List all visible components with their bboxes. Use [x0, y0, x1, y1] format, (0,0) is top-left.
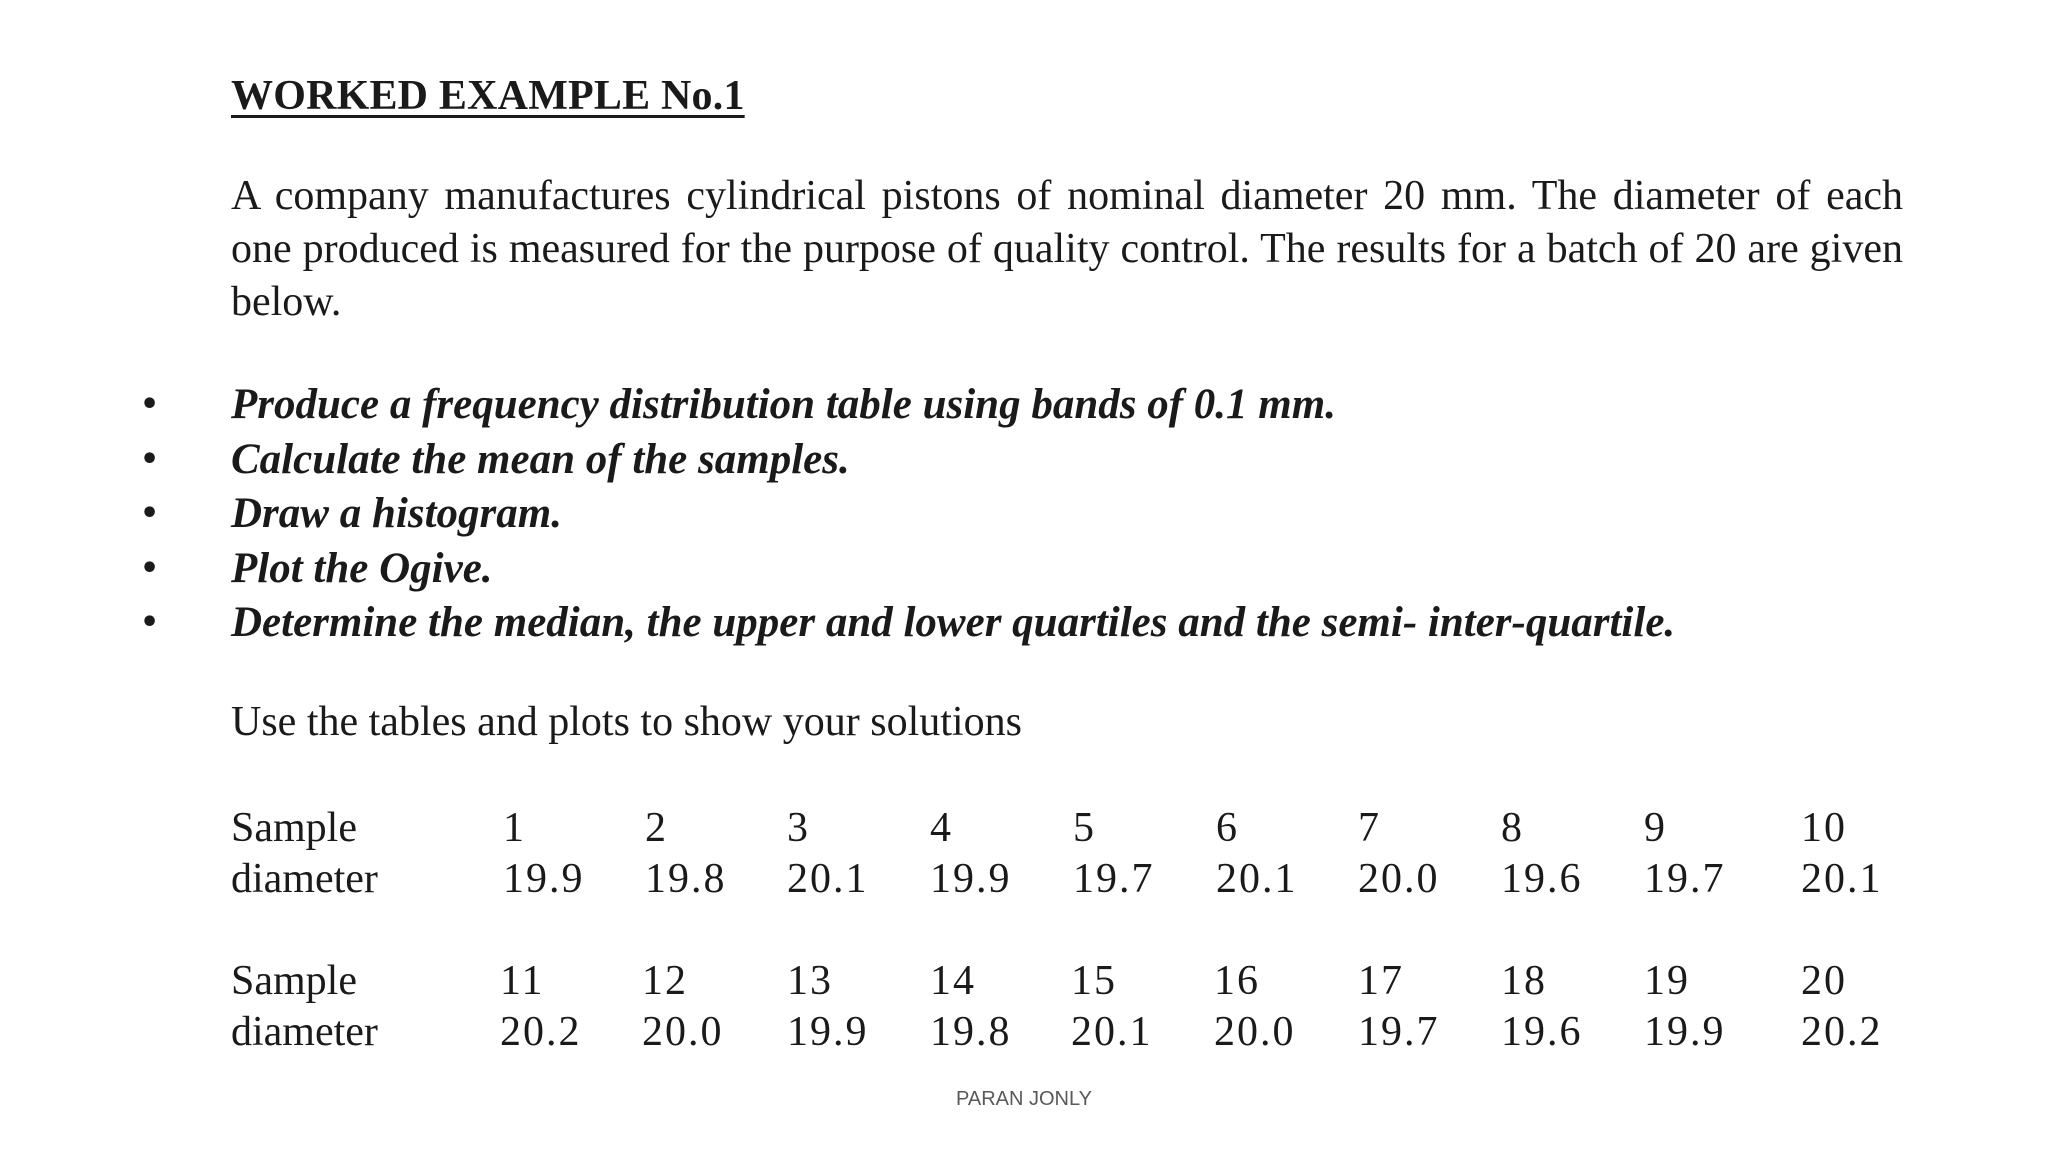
- diameter-value-cell: 19.9: [930, 856, 1012, 902]
- sample-number-cell: 18: [1501, 958, 1547, 1004]
- diameter-row-label: diameter: [231, 1009, 378, 1055]
- diameter-value-cell: 20.1: [787, 856, 869, 902]
- sample-number-cell: 17: [1358, 958, 1404, 1004]
- diameter-value-cell: 19.7: [1644, 856, 1726, 902]
- task-text: Draw a histogram.: [231, 490, 562, 537]
- diameter-value-cell: 20.1: [1216, 856, 1298, 902]
- diameter-value-cell: 20.2: [1801, 1009, 1883, 1055]
- task-text: Determine the median, the upper and lower quartiles and the semi- inter-quartile.: [231, 599, 1676, 646]
- diameter-value-cell: 19.6: [1501, 856, 1583, 902]
- task-text: Plot the Ogive.: [231, 544, 493, 592]
- sample-number-cell: 10: [1801, 805, 1847, 851]
- sample-number-cell: 14: [930, 958, 976, 1004]
- sample-row-label: Sample: [231, 805, 357, 851]
- sample-number-cell: 8: [1501, 805, 1524, 851]
- bullet-icon: •: [140, 387, 160, 422]
- sample-row: [231, 956, 1931, 1007]
- bullet-icon: •: [140, 496, 160, 531]
- diameter-value-cell: 19.6: [1501, 1009, 1583, 1055]
- data-table-1: [231, 803, 1931, 905]
- sample-number-cell: 4: [930, 805, 953, 851]
- sample-number-cell: 1: [503, 805, 526, 851]
- diameter-value-cell: 19.8: [645, 856, 727, 902]
- sample-number-cell: 20: [1801, 958, 1847, 1004]
- bullet-icon: •: [140, 605, 160, 640]
- bullet-icon: •: [140, 441, 160, 477]
- sample-number-cell: 15: [1071, 958, 1117, 1004]
- sample-number-cell: 16: [1214, 958, 1260, 1004]
- bullet-icon: •: [140, 550, 160, 586]
- diameter-value-cell: 19.9: [503, 856, 585, 902]
- sample-number-cell: 9: [1644, 805, 1667, 851]
- footer-author: PARAN JONLY: [956, 1088, 1092, 1110]
- sample-number-cell: 6: [1216, 805, 1239, 851]
- diameter-value-cell: 20.0: [1358, 856, 1440, 902]
- sample-number-cell: 12: [642, 958, 688, 1004]
- task-text: Produce a frequency distribution table using bands of 0.1 mm.: [231, 381, 1336, 428]
- instruction-text: Use the tables and plots to show your solutions: [231, 699, 1022, 745]
- diameter-row-label: diameter: [231, 856, 378, 902]
- data-table-2: [231, 956, 1931, 1058]
- diameter-value-cell: 20.1: [1071, 1009, 1153, 1055]
- page-title: WORKED EXAMPLE No.1: [231, 73, 745, 119]
- sample-number-cell: 13: [787, 958, 833, 1004]
- sample-number-cell: 11: [500, 958, 545, 1004]
- sample-number-cell: 19: [1644, 958, 1690, 1004]
- diameter-row: [231, 1007, 1931, 1058]
- diameter-value-cell: 20.2: [500, 1009, 582, 1055]
- intro-paragraph: A company manufactures cylindrical pistons of nominal diameter 20 mm. The diameter of each one produced is measured for the purpose of quality control. The results for a batch of 20 are given below.: [231, 173, 1903, 325]
- sample-number-cell: 7: [1358, 805, 1381, 851]
- diameter-value-cell: 20.0: [642, 1009, 724, 1055]
- diameter-value-cell: 20.1: [1801, 856, 1883, 902]
- diameter-value-cell: 19.7: [1358, 1009, 1440, 1055]
- sample-number-cell: 2: [645, 805, 668, 851]
- sample-row: [231, 803, 1931, 854]
- diameter-value-cell: 20.0: [1214, 1009, 1296, 1055]
- diameter-value-cell: 19.8: [930, 1009, 1012, 1055]
- diameter-row: [231, 854, 1931, 905]
- sample-number-cell: 5: [1073, 805, 1096, 851]
- diameter-value-cell: 19.9: [787, 1009, 869, 1055]
- sample-number-cell: 3: [787, 805, 810, 851]
- diameter-value-cell: 19.7: [1073, 856, 1155, 902]
- diameter-value-cell: 19.9: [1644, 1009, 1726, 1055]
- task-text: Calculate the mean of the samples.: [231, 435, 850, 483]
- sample-row-label: Sample: [231, 958, 357, 1004]
